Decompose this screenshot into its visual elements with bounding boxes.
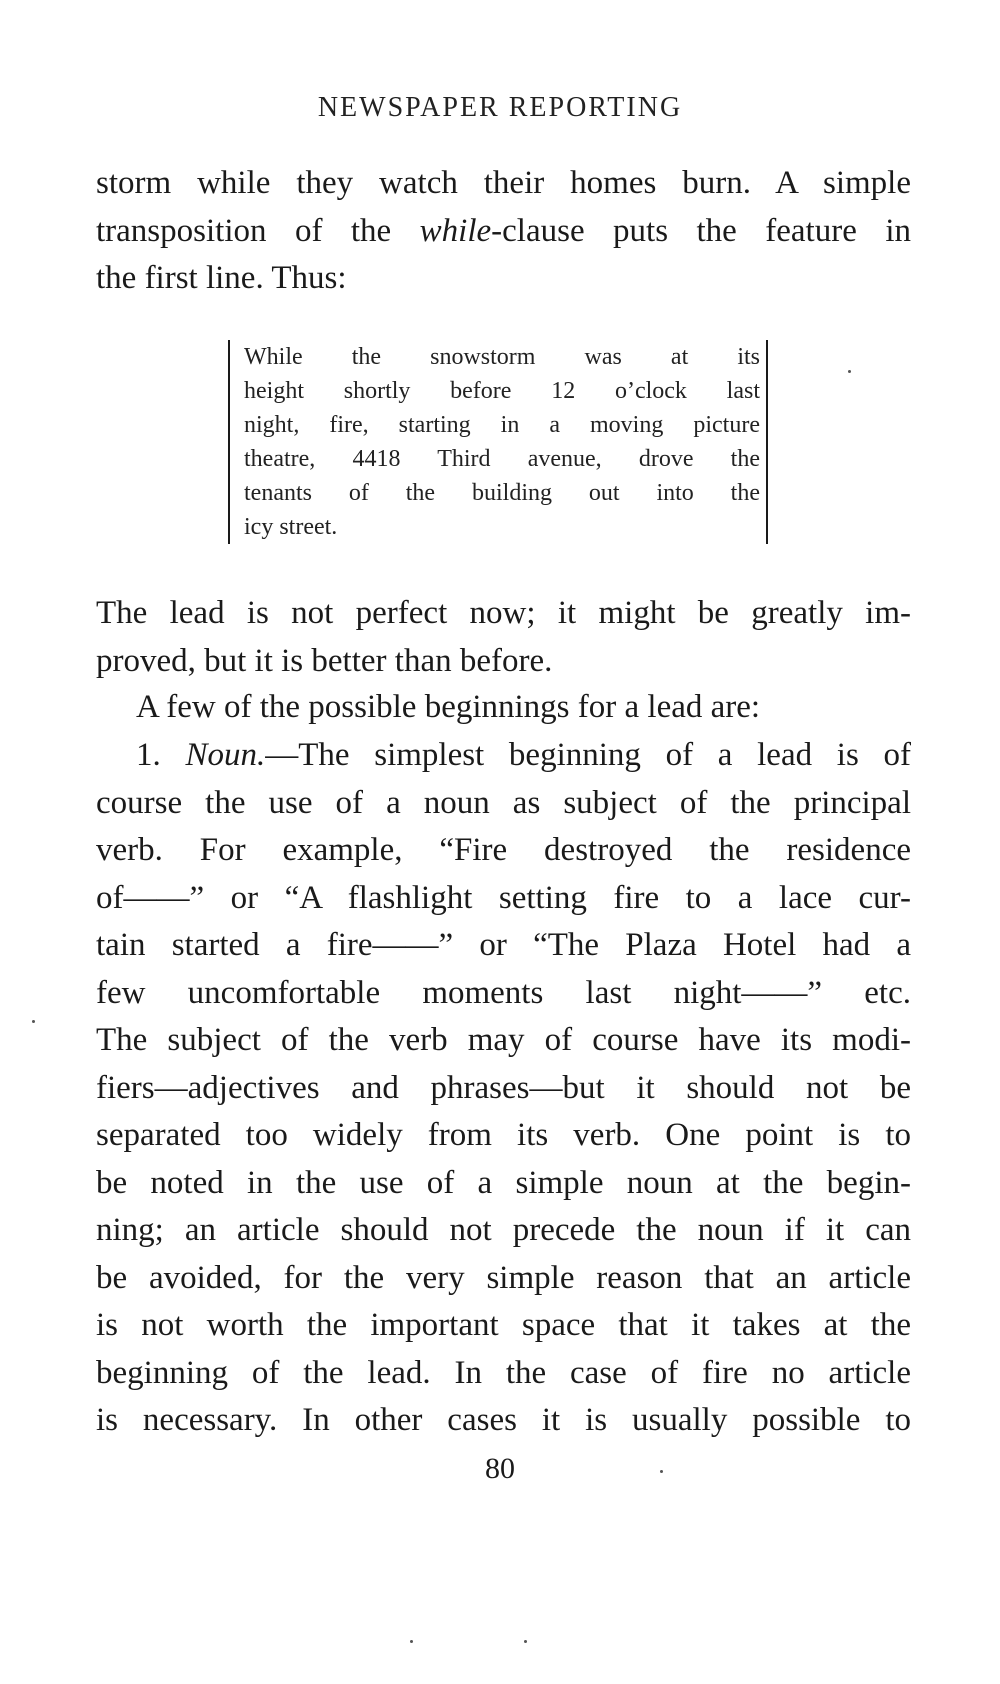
running-head: NEWSPAPER REPORTING <box>317 92 683 123</box>
text-line: fiers—adjectives and phrases—but it should not be <box>96 1069 911 1106</box>
quote-line: icy street. <box>244 514 338 540</box>
text-line: is not worth the important space that it takes at the <box>96 1307 911 1343</box>
text-line <box>96 208 911 256</box>
text-line: The lead is not perfect now; it might be greatly im- <box>96 595 911 631</box>
text-line: proved, but it is better than before. <box>96 642 553 679</box>
text-line <box>96 732 911 780</box>
text-line: of——” or “A flashlight setting fire to a lace cur- <box>96 879 911 916</box>
quote-line: While the snowstorm was at its <box>244 344 760 370</box>
text-line: The subject of the verb may of course have its modi- <box>96 1022 911 1058</box>
text-line: course the use of a noun as subject of the principal <box>96 784 911 821</box>
text-line: tain started a fire——” or “The Plaza Hotel had a <box>96 927 911 963</box>
text-line: ning; an article should not precede the noun if it can <box>96 1212 911 1248</box>
print-speck <box>524 1640 527 1643</box>
paragraph-list-intro <box>96 684 911 732</box>
example-lead-blockquote <box>228 340 768 544</box>
text-fragment: —The simplest beginning of a lead is of <box>265 737 911 773</box>
paragraph-noun-section <box>96 732 911 1445</box>
print-speck <box>32 1020 35 1023</box>
quote-line: tenants of the building out into the <box>244 480 760 506</box>
text-fragment: transposition of the <box>96 212 420 249</box>
print-speck <box>660 1470 663 1473</box>
italic-term: while <box>419 212 492 249</box>
print-speck <box>848 370 851 373</box>
print-speck <box>410 1640 413 1643</box>
section-heading: Noun. <box>185 737 266 773</box>
paragraph-evaluation <box>96 590 911 685</box>
text-line: separated too widely from its verb. One point is to <box>96 1117 911 1153</box>
text-line: A few of the possible beginnings for a lead are: <box>136 689 761 725</box>
text-line: be noted in the use of a simple noun at the begin- <box>96 1164 911 1201</box>
quote-line: theatre, 4418 Third avenue, drove the <box>244 446 760 472</box>
quote-line: night, fire, starting in a moving picture <box>244 412 760 438</box>
text-line: beginning of the lead. In the case of fire no article <box>96 1354 911 1391</box>
text-line: is necessary. In other cases it is usually possible to <box>96 1402 911 1438</box>
page-number: 80 <box>485 1452 515 1485</box>
text-line: the first line. Thus: <box>96 260 347 296</box>
paragraph-intro <box>96 160 911 303</box>
text-fragment: -clause puts the feature in <box>491 212 911 249</box>
text-line: few uncomfortable moments last night——” etc. <box>96 974 911 1011</box>
text-line: be avoided, for the very simple reason that an article <box>96 1259 911 1296</box>
text-line: verb. For example, “Fire destroyed the residence <box>96 832 911 868</box>
text-line: storm while they watch their homes burn. A simple <box>96 165 911 201</box>
section-number: 1. <box>136 737 186 773</box>
quote-line: height shortly before 12 o’clock last <box>244 378 760 404</box>
